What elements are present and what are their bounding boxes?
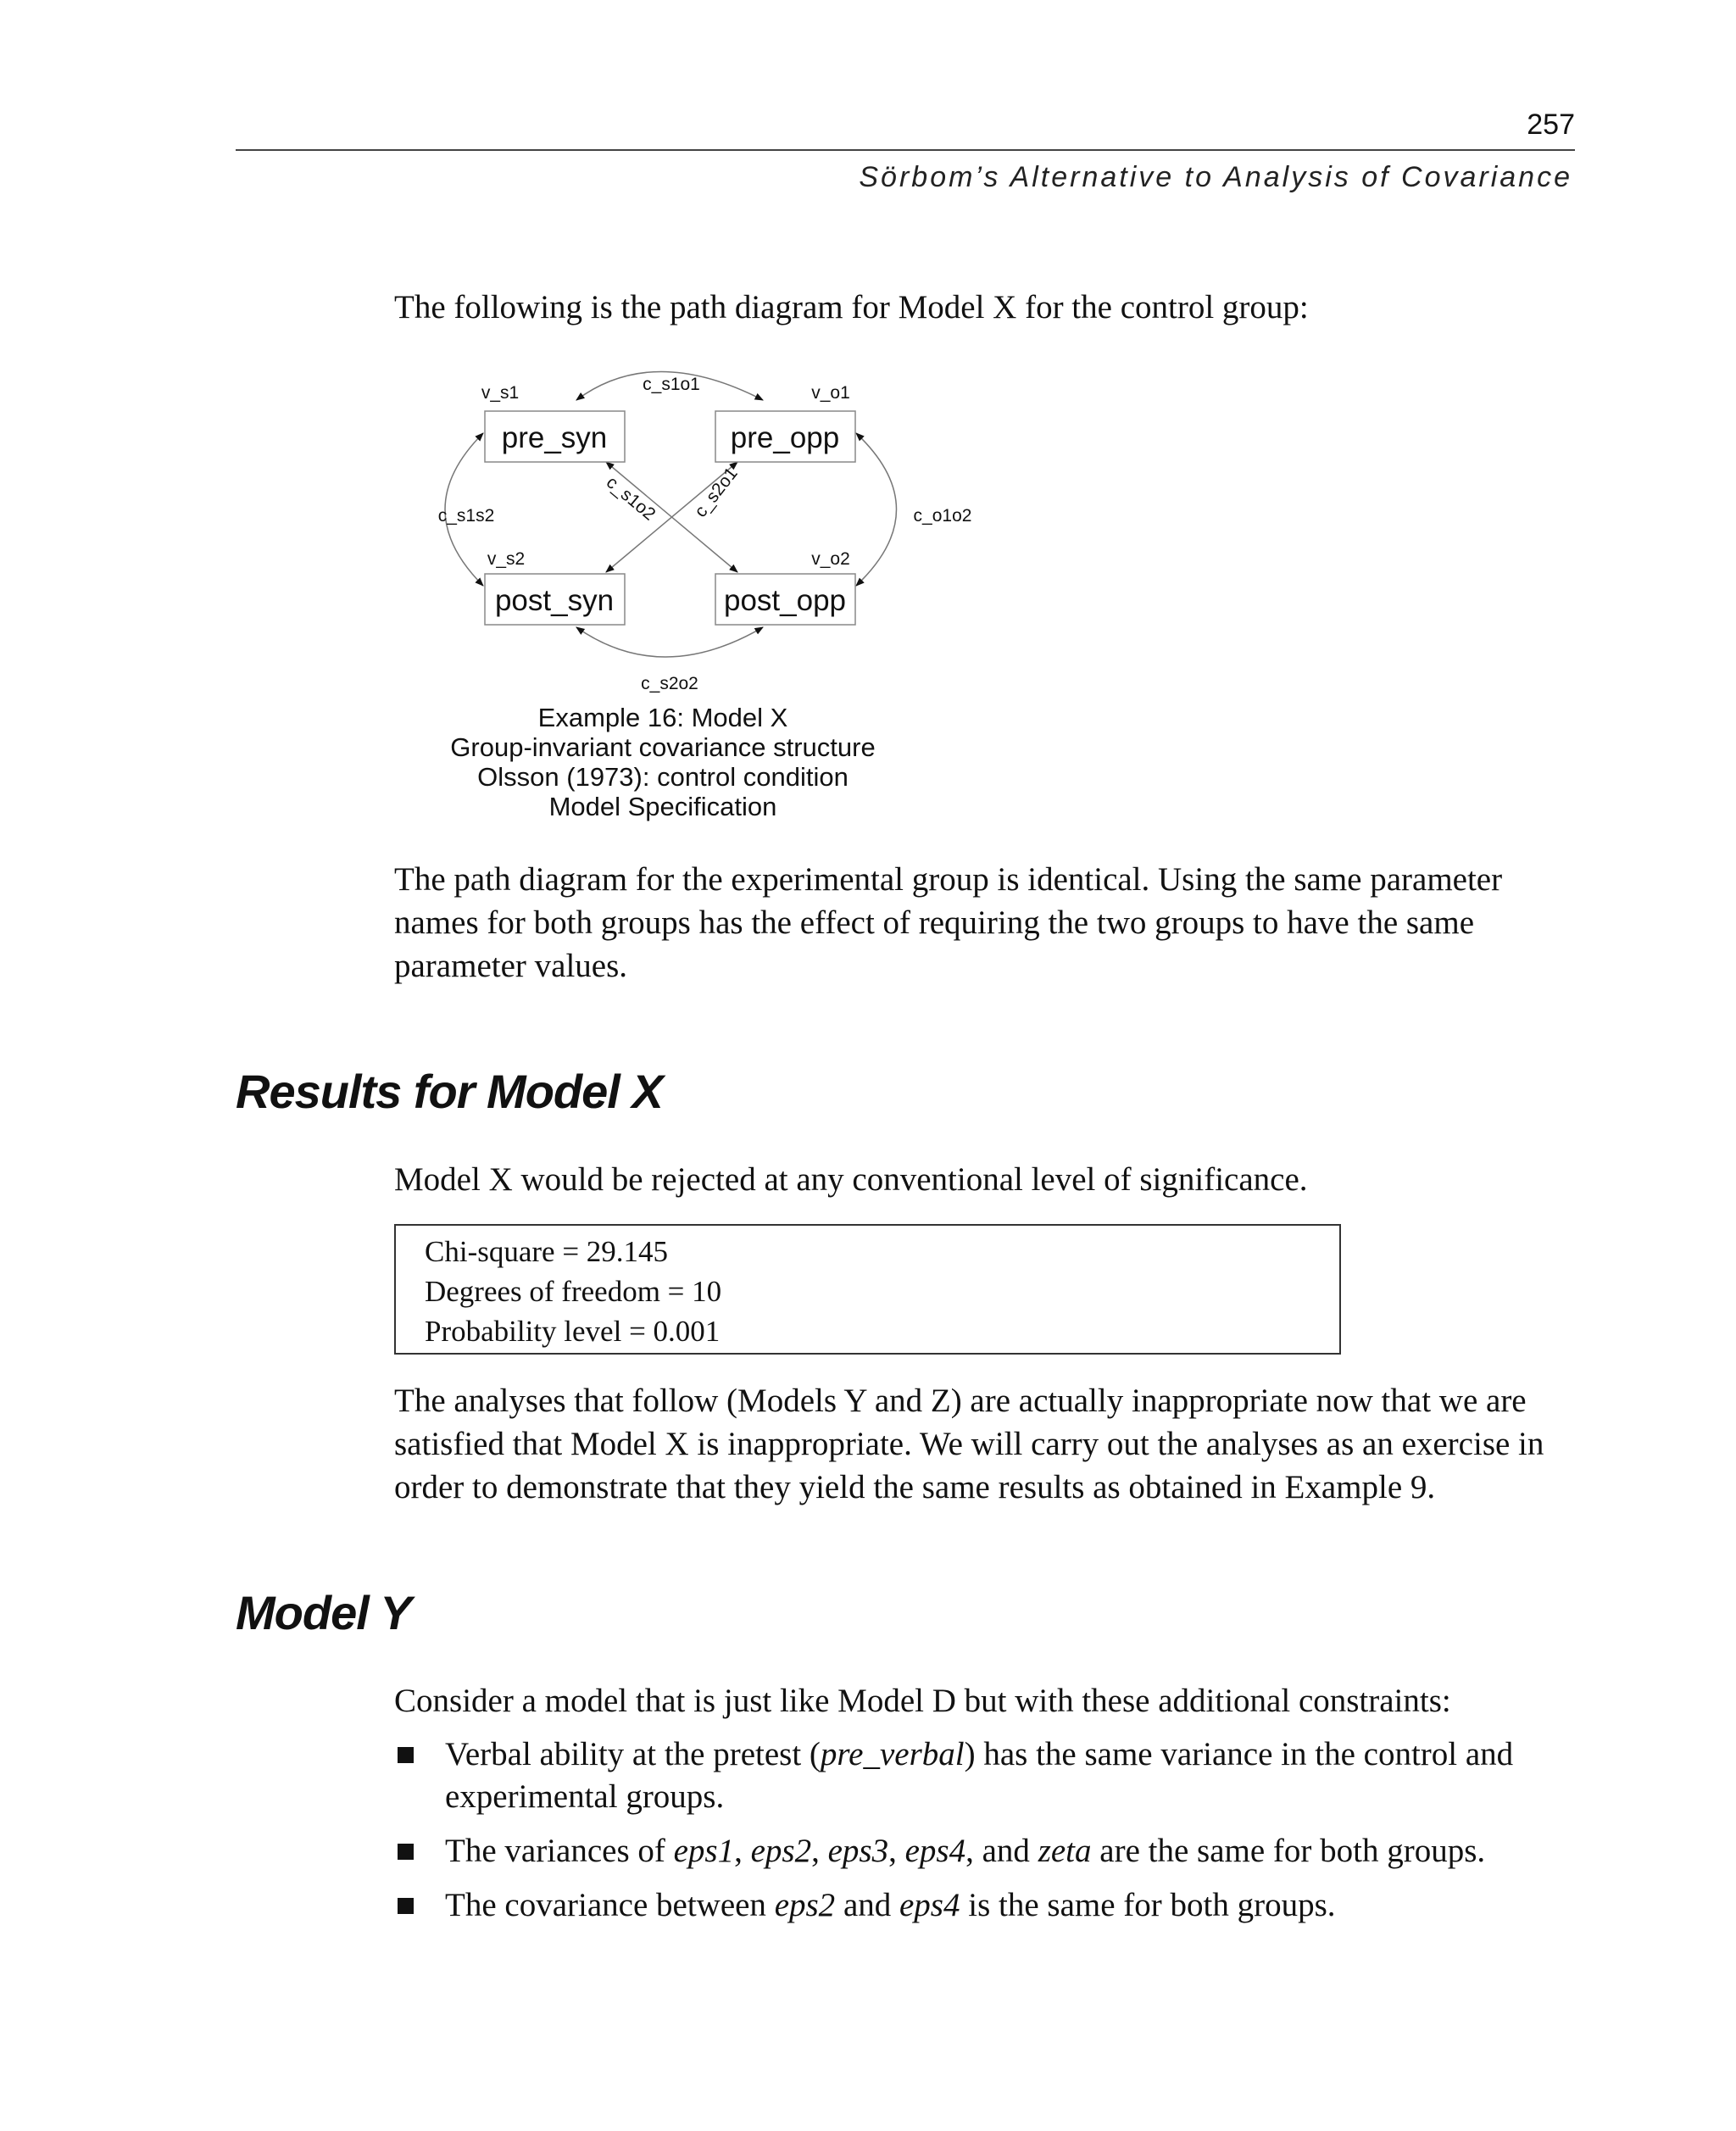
caption-line-4: Model Specification [548, 792, 777, 821]
intro-paragraph: The following is the path diagram for Model X for the control group: [394, 289, 1309, 325]
path-diagram [415, 360, 1009, 843]
label-c-s1s2: c_s1s2 [437, 506, 495, 526]
list-item: The covariance between eps2 and eps4 is the same for both groups. [394, 1884, 1598, 1927]
model-y-paragraph: Consider a model that is just like Model D but with these additional constraints: [394, 1683, 1451, 1719]
label-c-s2o2: c_s2o2 [641, 674, 698, 693]
list-item: The variances of eps1, eps2, eps3, eps4, and zeta are the same for both groups. [394, 1830, 1598, 1872]
square-bullet-icon [398, 1898, 414, 1914]
label-pre-opp: pre_opp [730, 421, 840, 454]
caption-line-2: Group-invariant covariance structure [450, 732, 876, 762]
label-c-s2o1: c_s2o1 [690, 464, 742, 521]
running-title: Sörbom’s Alternative to Analysis of Covariance [859, 161, 1572, 193]
label-c-o1o2: c_o1o2 [913, 506, 972, 526]
model-y-heading: Model Y [236, 1586, 411, 1639]
arc-c-o1o2 [856, 433, 897, 586]
label-c-s1o1: c_s1o1 [643, 375, 700, 394]
stat-chi-square: Chi-square = 29.145 [425, 1235, 669, 1268]
label-post-syn: post_syn [494, 584, 615, 617]
label-post-opp: post_opp [723, 584, 847, 617]
label-pre-syn: pre_syn [501, 421, 608, 454]
after-diagram-paragraph: The path diagram for the experimental group is identical. Using the same parameter names for both groups has the effect of requiring the two groups to have the same parameter values. [394, 861, 1503, 984]
header-rule [236, 149, 1575, 151]
square-bullet-icon [398, 1747, 414, 1763]
stat-degrees-of-freedom: Degrees of freedom = 10 [425, 1275, 722, 1308]
list-item: Verbal ability at the pretest (pre_verbal) has the same variance in the control and experimental groups. [394, 1733, 1598, 1818]
label-v-s2: v_s2 [487, 549, 526, 569]
label-v-o2: v_o2 [811, 549, 850, 569]
label-c-s1o2: c_s1o2 [602, 472, 659, 525]
results-paragraph: Model X would be rejected at any conventional level of significance. [394, 1161, 1308, 1198]
caption-line-3: Olsson (1973): control condition [477, 762, 849, 792]
arc-c-s2o2 [576, 627, 763, 657]
caption-line-1: Example 16: Model X [537, 703, 788, 732]
label-v-s1: v_s1 [481, 383, 520, 403]
label-v-o1: v_o1 [811, 383, 850, 403]
page-number: 257 [1527, 108, 1575, 141]
results-heading: Results for Model X [236, 1065, 663, 1118]
stat-probability-level: Probability level = 0.001 [425, 1315, 721, 1348]
stats-box [394, 1224, 1341, 1355]
square-bullet-icon [398, 1844, 414, 1860]
results-after-paragraph: The analyses that follow (Models Y and Z) are actually inappropriate now that we are satisfied that Model X is inappropriate. We will carry out the analyses as an exercise in order to demonstrate that they yield the same results as obtained in Example 9. [394, 1383, 1544, 1505]
constraints-list [394, 1733, 1598, 1939]
